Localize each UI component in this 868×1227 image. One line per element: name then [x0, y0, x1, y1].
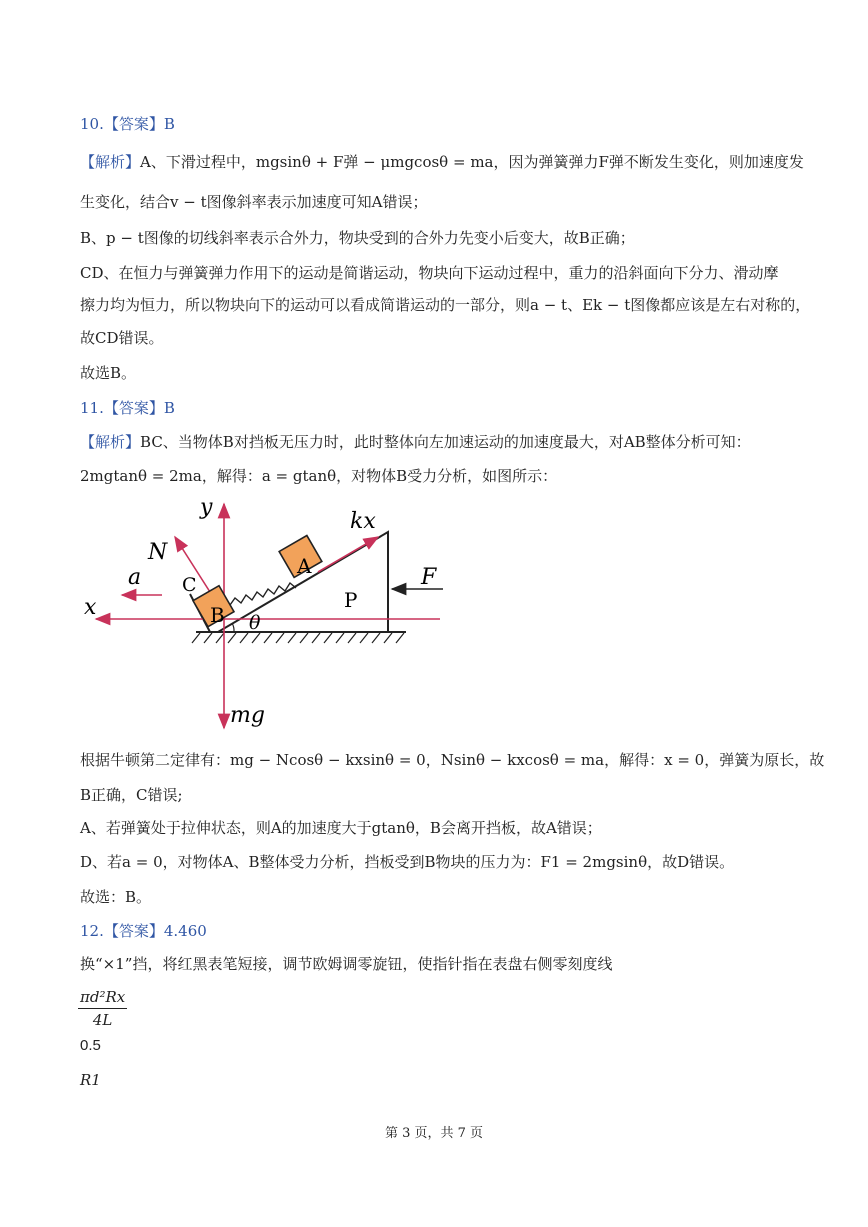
q12-line-3: R1	[80, 1071, 101, 1089]
q11-line-6: D、若a = 0，对物体A、B整体受力分析，挡板受到B物块的压力为：F1 = 2mgsinθ，故D错误。	[80, 853, 735, 871]
q11-heading: 11.【答案】B	[80, 399, 175, 417]
q10-line-2: 生变化，结合v − t图像斜率表示加速度可知A错误；	[80, 193, 428, 211]
q11-line-7: 故选：B。	[80, 888, 152, 906]
analysis-tag: 【解析】	[80, 433, 141, 451]
fraction-numerator: πd²Rx	[78, 986, 127, 1009]
q12-heading: 12.【答案】4.460	[80, 922, 207, 940]
page-footer: 第 3 页，共 7 页	[384, 1126, 484, 1141]
q10-line-1	[80, 152, 804, 172]
q11-line-1-text: BC、当物体B对挡板无压力时，此时整体向左加速运动的加速度最大，对AB整体分析可知：	[140, 433, 751, 451]
q11-line-4: B正确，C错误;	[80, 786, 183, 804]
label-f: F	[421, 565, 437, 590]
label-c: C	[182, 574, 197, 596]
q12-line-1: 换“×1”挡，将红黑表笔短接，调节欧姆调零旋钮，使指针指在表盘右侧零刻度线	[80, 955, 613, 973]
label-a: a	[128, 565, 142, 590]
q12-fraction	[78, 986, 127, 1031]
q10-line-1-text: A、下滑过程中，mgsinθ + F弹 − μmgcosθ = ma，因为弹簧弹力F弹不断发生变化，则加速度发	[140, 153, 804, 171]
force-diagram	[78, 492, 458, 742]
q12-line-2: 0.5	[80, 1037, 101, 1054]
fraction-denominator: 4L	[92, 1011, 113, 1029]
q11-line-1	[80, 432, 751, 452]
q11-line-5: A、若弹簧处于拉伸状态，则A的加速度大于gtanθ，B会离开挡板，故A错误；	[80, 819, 602, 837]
q11-line-2: 2mgtanθ = 2ma，解得：a = gtanθ，对物体B受力分析，如图所示：	[80, 467, 558, 485]
label-b-block: B	[210, 603, 225, 627]
label-y: y	[200, 495, 213, 520]
q10-line-3: B、p − t图像的切线斜率表示合外力，物块受到的合外力先变小后变大，故B正确；	[80, 229, 635, 247]
analysis-tag: 【解析】	[80, 153, 141, 171]
q10-line-7: 故选B。	[80, 364, 137, 382]
q11-line-3: 根据牛顿第二定律有：mg − Ncosθ − kxsinθ = 0，Nsinθ − kxcosθ = ma，解得：x = 0，弹簧为原长，故	[80, 751, 825, 769]
label-kx: kx	[350, 509, 376, 534]
label-theta: θ	[249, 612, 261, 634]
label-p: P	[344, 588, 358, 612]
spring	[230, 583, 296, 605]
q10-line-5: 擦力均为恒力，所以物块向下的运动可以看成简谐运动的一部分，则a − t、Ek − t图像都应该是左右对称的，	[80, 296, 811, 314]
angle-arc	[232, 623, 234, 632]
label-n: N	[148, 540, 168, 565]
label-mg: mg	[230, 703, 265, 728]
q10-line-4: CD、在恒力与弹簧弹力作用下的运动是简谐运动，物块向下运动过程中，重力的沿斜面向下分力、滑动摩	[80, 264, 779, 282]
label-x: x	[84, 595, 97, 620]
q10-heading: 10.【答案】B	[80, 115, 175, 133]
spring-force-arrow	[318, 537, 378, 572]
label-a-block: A	[297, 554, 312, 578]
q10-line-6: 故CD错误。	[80, 329, 164, 347]
